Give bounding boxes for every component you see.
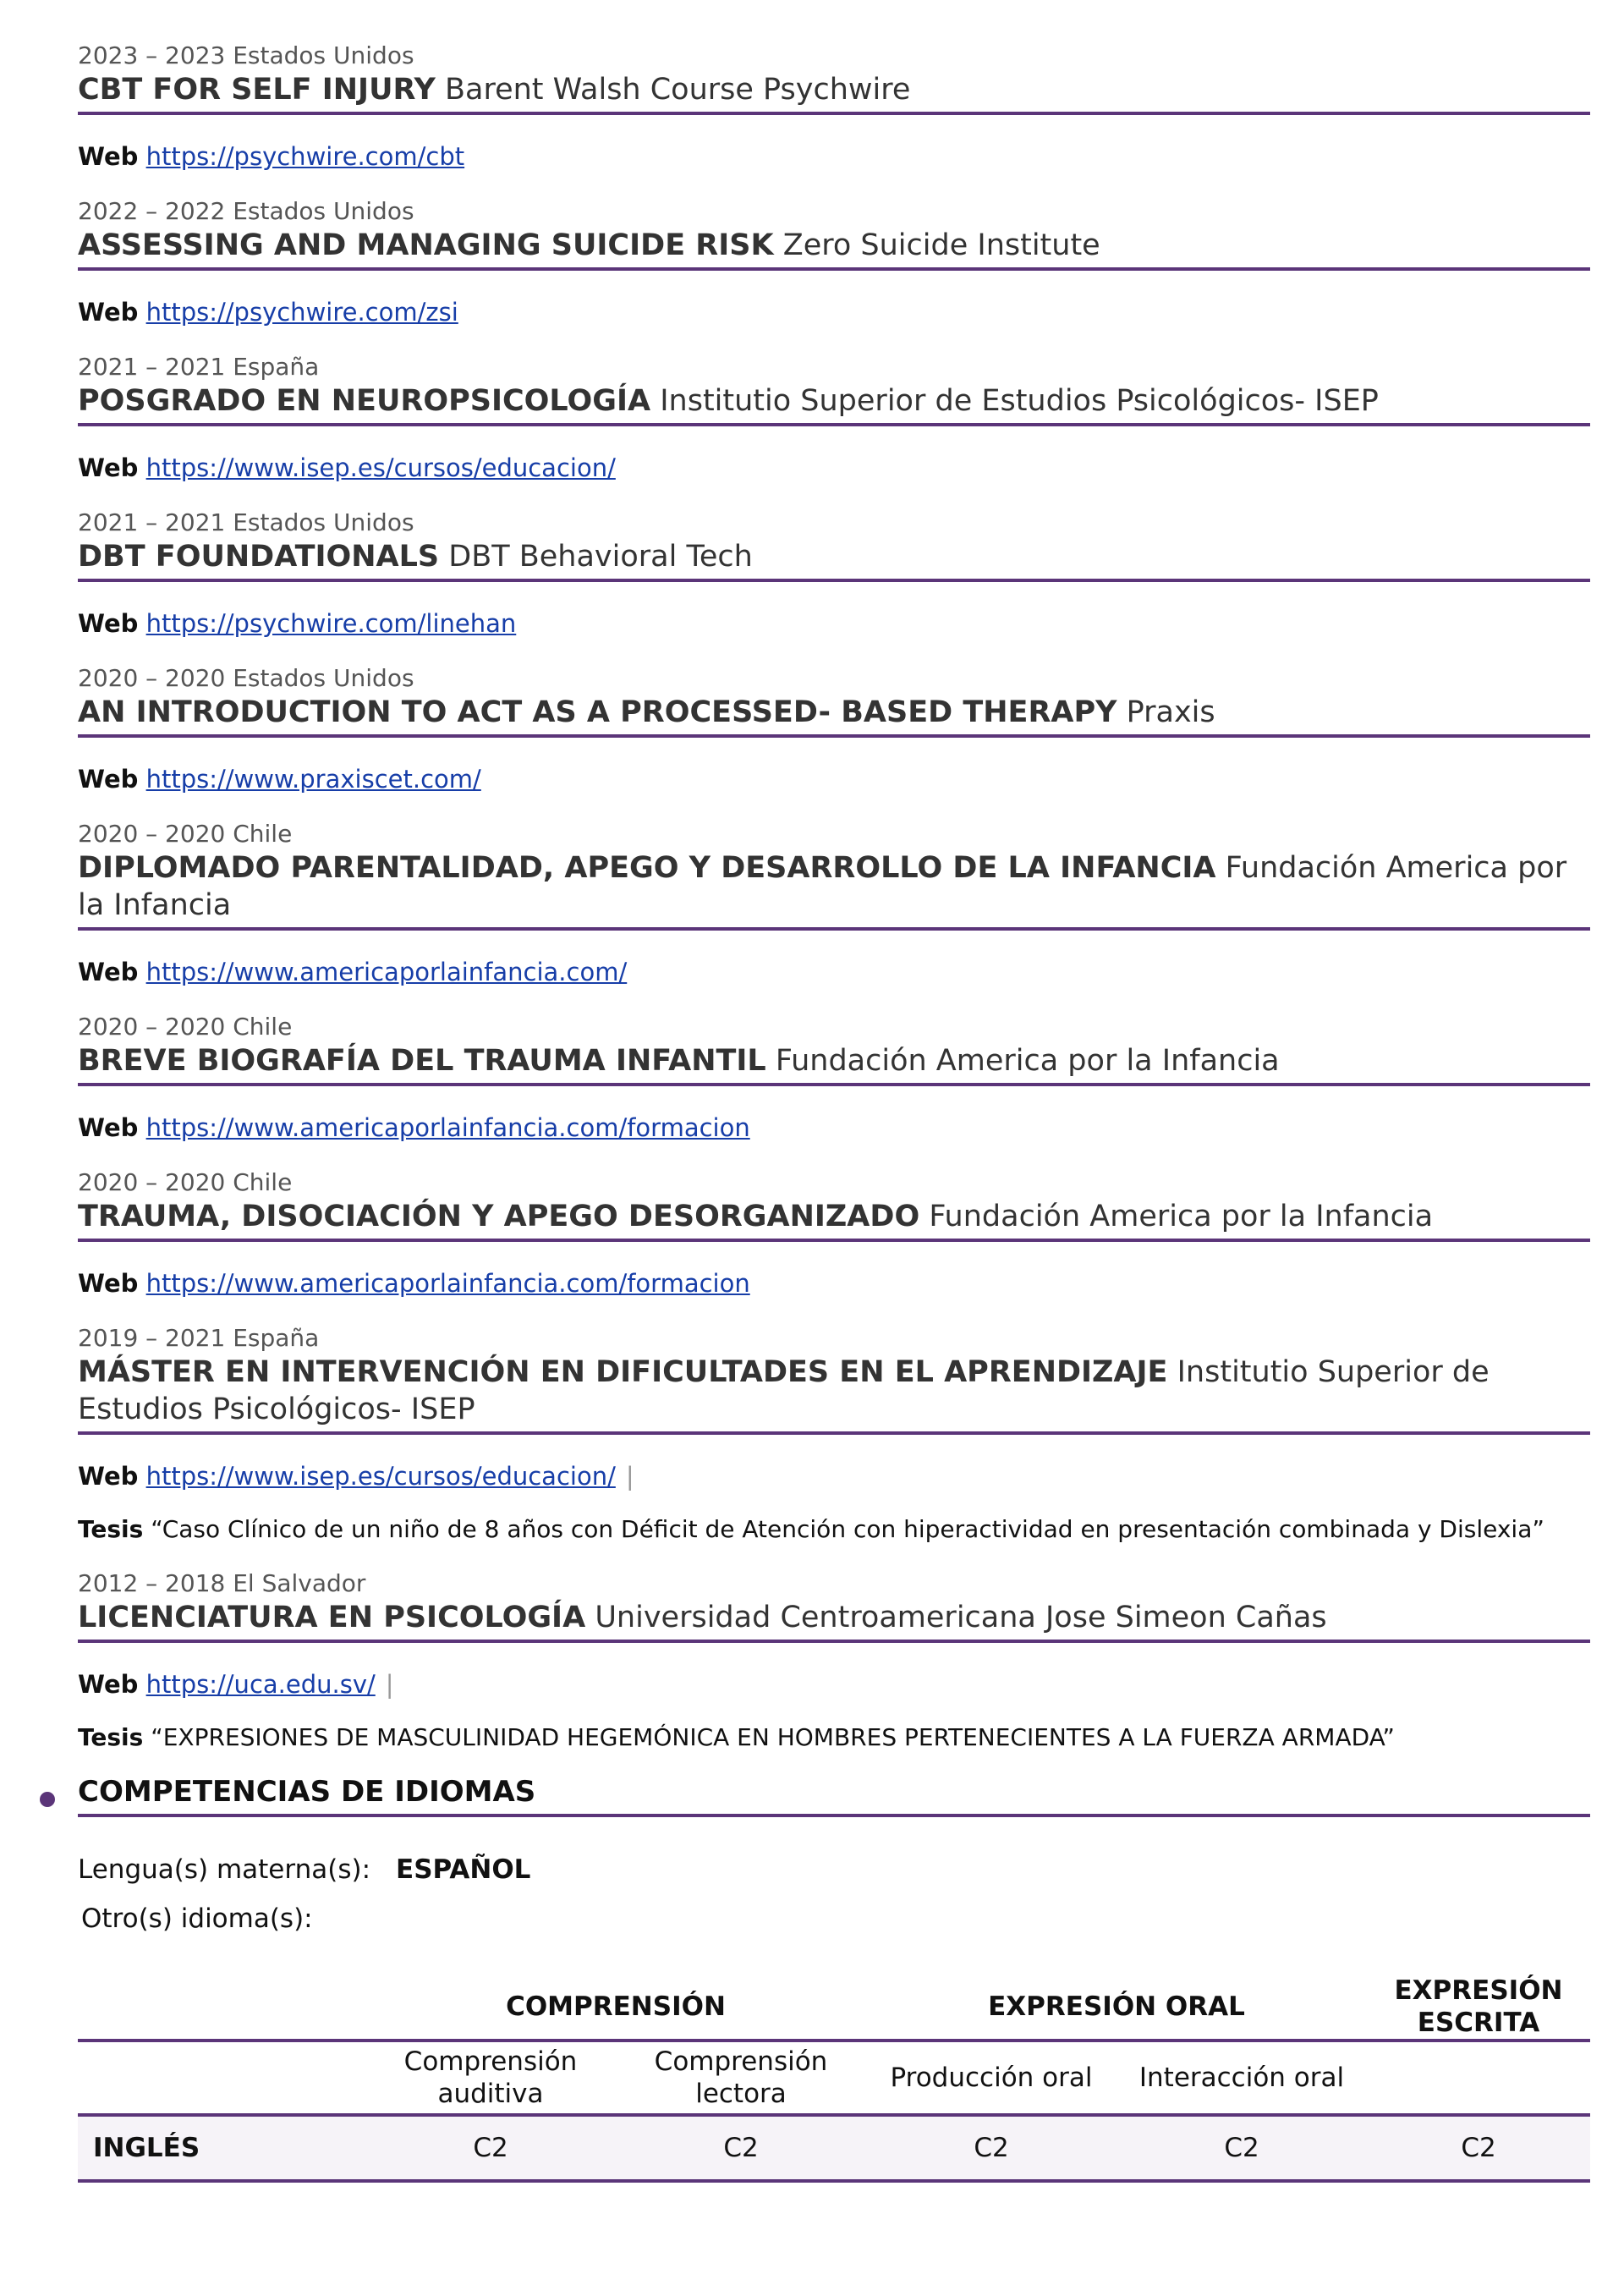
education-entry <box>78 1568 1590 1753</box>
tesis-label: Tesis <box>78 1723 144 1751</box>
entry-title: DBT FOUNDATIONALS <box>78 540 440 574</box>
web-label: Web <box>78 1670 139 1699</box>
web-label: Web <box>78 1269 139 1298</box>
entry-dates: 2021 – 2021 Estados Unidos <box>78 508 414 536</box>
education-entry <box>78 352 1590 484</box>
entry-institution: Fundación America por la Infancia <box>78 851 1567 922</box>
entry-title-line <box>78 227 1590 264</box>
entry-dates: 2012 – 2018 El Salvador <box>78 1569 366 1597</box>
group-header-comprension: COMPRENSIÓN <box>365 1975 866 2041</box>
entry-title-line <box>78 1599 1590 1636</box>
education-entry <box>78 508 1590 640</box>
web-link[interactable]: https://www.praxiscet.com/ <box>145 765 481 794</box>
entry-institution: Institutio Superior de Estudios Psicológicos- ISEP <box>78 1355 1490 1426</box>
separator-pipe: | <box>625 1462 634 1491</box>
entry-title-line <box>78 1354 1590 1428</box>
section-title: COMPETENCIAS DE IDIOMAS <box>78 1775 536 1809</box>
level-cell: C2 <box>1367 2115 1590 2181</box>
divider <box>78 1083 1590 1086</box>
education-entry <box>78 663 1590 795</box>
web-line <box>78 1460 1590 1492</box>
entry-title: POSGRADO EN NEUROPSICOLOGÍA <box>78 384 651 418</box>
entry-dates: 2023 – 2023 Estados Unidos <box>78 41 414 69</box>
native-label: Lengua(s) materna(s): <box>78 1854 371 1885</box>
web-line <box>78 452 1590 484</box>
entry-title: AN INTRODUCTION TO ACT AS A PROCESSED- BASED THERAPY <box>78 695 1117 729</box>
education-entry <box>78 819 1590 988</box>
subheader-comprension-auditiva: Comprensión auditiva <box>365 2041 616 2115</box>
web-link[interactable]: https://www.isep.es/cursos/educacion/ <box>145 453 616 482</box>
web-label: Web <box>78 958 139 986</box>
tesis-line <box>78 1514 1590 1545</box>
web-link[interactable]: https://www.americaporlainfancia.com/ <box>145 958 628 986</box>
entry-dates: 2019 – 2021 España <box>78 1324 320 1352</box>
empty-header-cell <box>78 1975 365 2041</box>
web-link[interactable]: https://psychwire.com/linehan <box>145 609 517 638</box>
subheader-comprension-lectora: Comprensión lectora <box>616 2041 866 2115</box>
table-row <box>78 2115 1590 2181</box>
level-cell: C2 <box>1116 2115 1367 2181</box>
entry-dates: 2020 – 2020 Chile <box>78 1168 293 1196</box>
entry-title-line <box>78 694 1590 731</box>
web-line <box>78 1267 1590 1299</box>
level-cell: C2 <box>866 2115 1116 2181</box>
divider <box>78 734 1590 738</box>
web-link[interactable]: https://www.isep.es/cursos/educacion/ <box>145 1462 616 1491</box>
web-label: Web <box>78 1462 139 1491</box>
subheader-produccion-oral: Producción oral <box>866 2041 1116 2115</box>
entry-title-line <box>78 1042 1590 1079</box>
entry-title: ASSESSING AND MANAGING SUICIDE RISK <box>78 228 774 262</box>
web-link[interactable]: https://psychwire.com/cbt <box>145 142 465 171</box>
divider <box>78 423 1590 426</box>
entry-dates: 2020 – 2020 Chile <box>78 1013 293 1041</box>
education-entry <box>78 1012 1590 1144</box>
entry-institution: DBT Behavioral Tech <box>448 540 753 574</box>
group-header-expresion-escrita: EXPRESIÓN ESCRITA <box>1367 1975 1590 2041</box>
entry-title-line <box>78 1198 1590 1235</box>
web-label: Web <box>78 453 139 482</box>
tesis-text: “EXPRESIONES DE MASCULINIDAD HEGEMÓNICA EN HOMBRES PERTENECIENTES A LA FUERZA ARMADA” <box>151 1723 1395 1751</box>
divider <box>78 1814 1590 1817</box>
web-line <box>78 140 1590 173</box>
web-line <box>78 956 1590 988</box>
web-label: Web <box>78 765 139 794</box>
entry-title: LICENCIATURA EN PSICOLOGÍA <box>78 1601 586 1634</box>
entry-title: MÁSTER EN INTERVENCIÓN EN DIFICULTADES EN EL APRENDIZAJE <box>78 1355 1168 1389</box>
entry-title-line <box>78 849 1590 924</box>
divider <box>78 1640 1590 1643</box>
subheader-interaccion-oral: Interacción oral <box>1116 2041 1367 2115</box>
divider <box>78 267 1590 271</box>
empty-subheader-cell <box>1367 2041 1590 2115</box>
group-header-expresion-oral: EXPRESIÓN ORAL <box>866 1975 1367 2041</box>
education-entry <box>78 41 1590 173</box>
web-line <box>78 763 1590 795</box>
education-entry <box>78 196 1590 328</box>
native-language-row <box>78 1853 1590 1887</box>
entry-title-line <box>78 71 1590 108</box>
language-name: INGLÉS <box>78 2115 365 2181</box>
entry-institution: Barent Walsh Course Psychwire <box>445 73 911 107</box>
empty-subheader-cell <box>78 2041 365 2115</box>
tesis-line <box>78 1722 1590 1753</box>
divider <box>78 112 1590 115</box>
divider <box>78 927 1590 931</box>
entry-title-line <box>78 538 1590 575</box>
web-label: Web <box>78 298 139 327</box>
entry-title: BREVE BIOGRAFÍA DEL TRAUMA INFANTIL <box>78 1044 766 1078</box>
web-line <box>78 1668 1590 1700</box>
entry-institution: Praxis <box>1126 695 1215 729</box>
entry-dates: 2021 – 2021 España <box>78 353 320 381</box>
tesis-label: Tesis <box>78 1515 144 1543</box>
entry-institution: Universidad Centroamericana Jose Simeon Cañas <box>595 1601 1327 1634</box>
divider <box>78 1239 1590 1242</box>
level-cell: C2 <box>365 2115 616 2181</box>
web-link[interactable]: https://psychwire.com/zsi <box>145 298 458 327</box>
web-label: Web <box>78 609 139 638</box>
native-value: ESPAÑOL <box>396 1854 531 1885</box>
divider <box>78 1431 1590 1435</box>
web-line <box>78 296 1590 328</box>
entry-dates: 2022 – 2022 Estados Unidos <box>78 197 414 225</box>
divider <box>78 579 1590 582</box>
entry-title-line <box>78 382 1590 420</box>
web-label: Web <box>78 1113 139 1142</box>
level-cell: C2 <box>616 2115 866 2181</box>
language-skills-table <box>78 1975 1590 2183</box>
table-group-header-row <box>78 1975 1590 2041</box>
web-label: Web <box>78 142 139 171</box>
web-line <box>78 1112 1590 1144</box>
entry-institution: Fundación America por la Infancia <box>775 1044 1280 1078</box>
entry-dates: 2020 – 2020 Chile <box>78 820 293 848</box>
separator-pipe: | <box>385 1670 394 1699</box>
table-subheader-row <box>78 2041 1590 2115</box>
entry-title: CBT FOR SELF INJURY <box>78 73 436 107</box>
other-languages-label: Otro(s) idioma(s): <box>81 1903 313 1934</box>
entry-title: TRAUMA, DISOCIACIÓN Y APEGO DESORGANIZADO <box>78 1200 920 1233</box>
web-link[interactable]: https://uca.edu.sv/ <box>145 1670 376 1699</box>
cv-content <box>78 41 1590 2183</box>
entry-institution: Institutio Superior de Estudios Psicológicos- ISEP <box>660 384 1379 418</box>
tesis-text: “Caso Clínico de un niño de 8 años con Déficit de Atención con hiperactividad en presentación combinada y Dislexia” <box>151 1515 1544 1543</box>
entry-title: DIPLOMADO PARENTALIDAD, APEGO Y DESARROLLO DE LA INFANCIA <box>78 851 1216 885</box>
web-link[interactable]: https://www.americaporlainfancia.com/formacion <box>145 1269 750 1298</box>
entry-institution: Fundación America por la Infancia <box>929 1200 1434 1233</box>
languages-section-header <box>78 1773 1590 1817</box>
bullet-dot-icon <box>40 1792 55 1807</box>
web-link[interactable]: https://www.americaporlainfancia.com/formacion <box>145 1113 750 1142</box>
web-line <box>78 607 1590 640</box>
entry-institution: Zero Suicide Institute <box>782 228 1100 262</box>
education-entry <box>78 1323 1590 1545</box>
entry-dates: 2020 – 2020 Estados Unidos <box>78 664 414 692</box>
education-entry <box>78 1167 1590 1299</box>
